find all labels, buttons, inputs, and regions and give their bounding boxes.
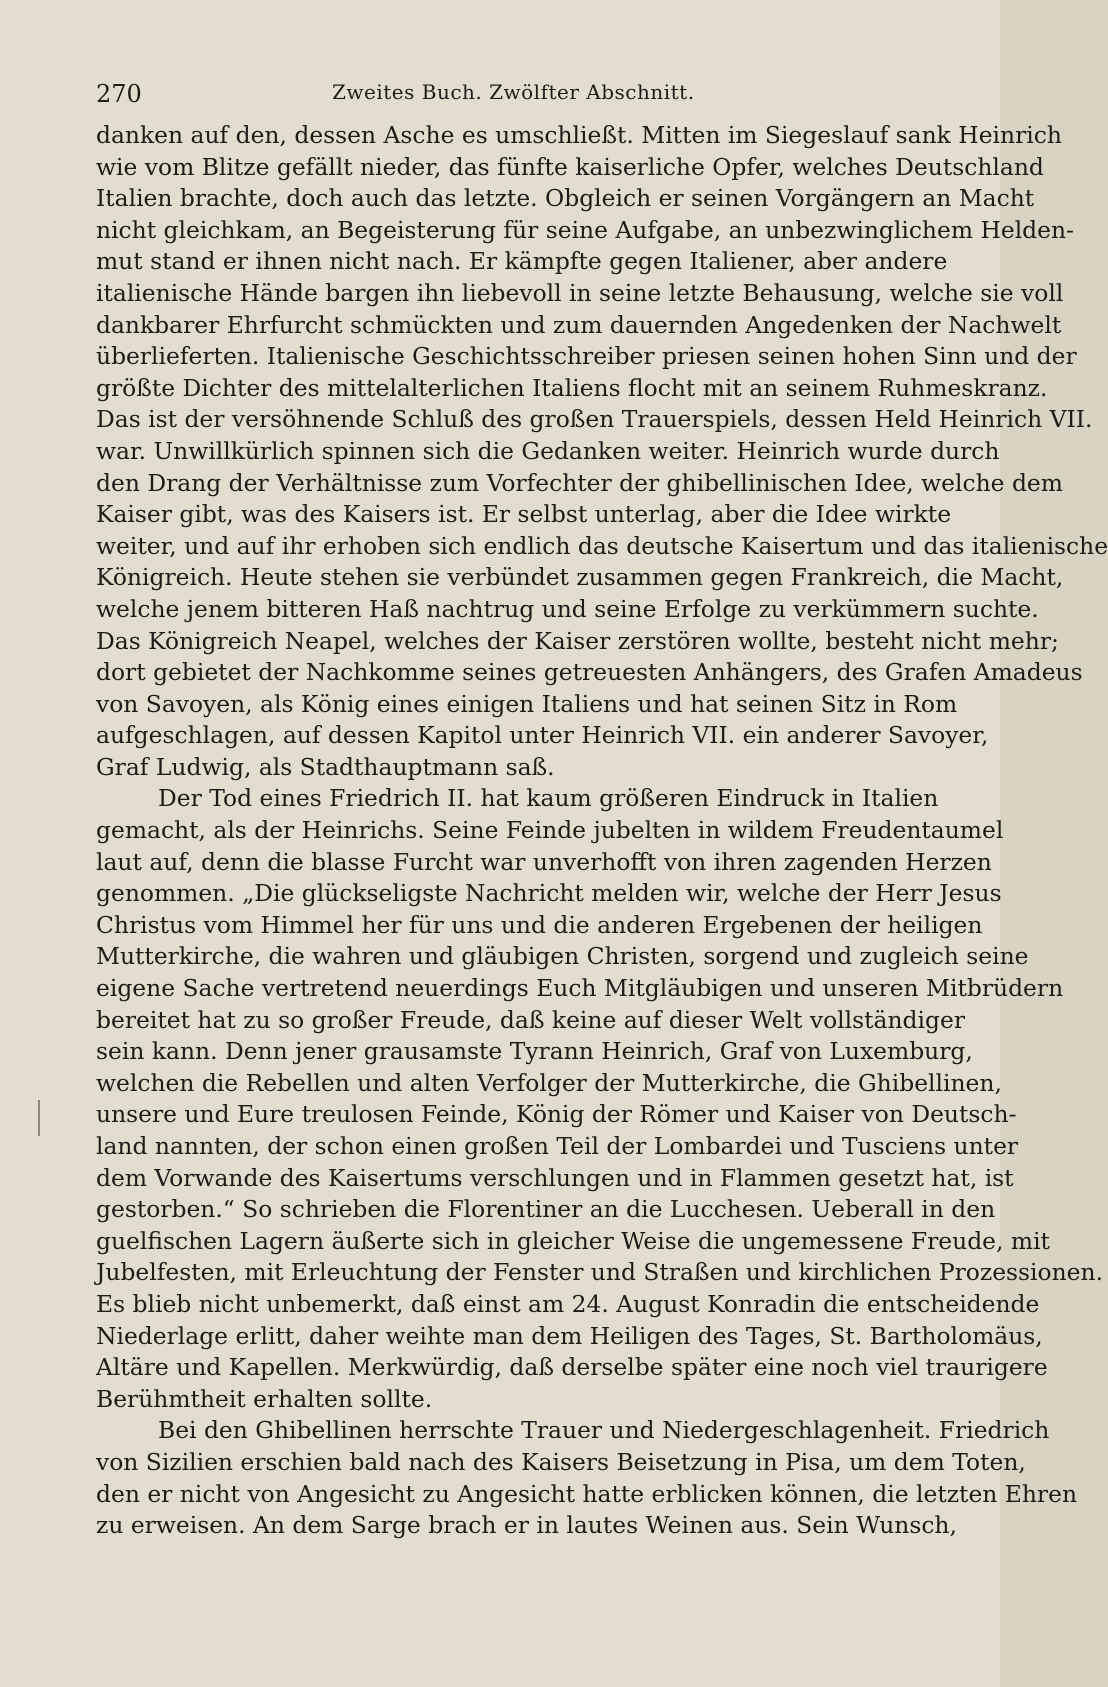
text-line: den Drang der Verhältnisse zum Vorfechter der ghibellinischen Idee, welche dem — [96, 468, 1063, 497]
text-line: dankbarer Ehrfurcht schmückten und zum dauernden Angedenken der Nachwelt — [96, 310, 1062, 339]
text-line: aufgeschlagen, auf dessen Kapitol unter Heinrich VII. ein anderer Savoyer, — [96, 721, 989, 750]
text-line: Das Königreich Neapel, welches der Kaiser zerstören wollte, besteht nicht mehr; — [96, 626, 1059, 655]
text-line: größte Dichter des mittelalterlichen Italiens flocht mit an seinem Ruhmeskranz. — [96, 373, 1048, 402]
body-text — [96, 120, 1108, 1542]
text-line: nicht gleichkam, an Begeisterung für seine Aufgabe, an unbezwinglichem Helden- — [96, 215, 1074, 244]
text-line: zu erweisen. An dem Sarge brach er in lautes Weinen aus. Sein Wunsch, — [96, 1511, 957, 1540]
text-line: Christus vom Himmel her für uns und die anderen Ergebenen der heiligen — [96, 910, 983, 939]
text-line: Königreich. Heute stehen sie verbündet zusammen gegen Frankreich, die Macht, — [96, 563, 1064, 592]
text-line: Bei den Ghibellinen herrschte Trauer und Niedergeschlagenheit. Friedrich — [158, 1416, 1050, 1445]
text-line: welche jenem bitteren Haß nachtrug und seine Erfolge zu verkümmern suchte. — [96, 594, 1039, 623]
text-line: Kaiser gibt, was des Kaisers ist. Er selbst unterlag, aber die Idee wirkte — [96, 500, 952, 529]
text-line: den er nicht von Angesicht zu Angesicht hatte erblicken können, die letzten Ehren — [96, 1479, 1078, 1508]
text-line: Berühmtheit erhalten sollte. — [96, 1384, 433, 1413]
paragraph-3 — [96, 1415, 1078, 1541]
text-line: Das ist der versöhnende Schluß des großen Trauerspiels, dessen Held Heinrich VII. — [96, 405, 1093, 434]
text-line: Altäre und Kapellen. Merkwürdig, daß derselbe später eine noch viel traurigere — [96, 1353, 1048, 1382]
paragraph-2 — [96, 783, 1104, 1415]
text-line: Es blieb nicht unbemerkt, daß einst am 24. August Konradin die entscheidende — [96, 1289, 1040, 1318]
text-line: eigene Sache vertretend neuerdings Euch Mitgläubigen und unseren Mitbrüdern — [96, 974, 1064, 1003]
text-line: welchen die Rebellen und alten Verfolger der Mutterkirche, die Ghibellinen, — [96, 1068, 1002, 1097]
text-line: laut auf, denn die blasse Furcht war unverhofft von ihren zagenden Herzen — [96, 847, 992, 876]
text-line: überlieferten. Italienische Geschichtsschreiber priesen seinen hohen Sinn und der — [96, 342, 1077, 371]
text-line: gemacht, als der Heinrichs. Seine Feinde jubelten in wildem Freudentaumel — [96, 816, 1004, 845]
running-title: Zweites Buch. Zwölfter Abschnitt. — [332, 80, 695, 104]
text-line: sein kann. Denn jener grausamste Tyrann Heinrich, Graf von Luxemburg, — [96, 1037, 973, 1066]
text-line: von Savoyen, als König eines einigen Italiens und hat seinen Sitz in Rom — [96, 689, 958, 718]
text-line: bereitet hat zu so großer Freude, daß keine auf dieser Welt vollständiger — [96, 1005, 966, 1034]
text-line: von Sizilien erschien bald nach des Kaisers Beisetzung in Pisa, um dem Toten, — [96, 1447, 1026, 1476]
paragraph-1 — [96, 120, 1108, 783]
text-line: weiter, und auf ihr erhoben sich endlich das deutsche Kaisertum und das italienische — [96, 531, 1108, 560]
text-line: Mutterkirche, die wahren und gläubigen Christen, sorgend und zugleich seine — [96, 942, 1029, 971]
text-line: guelfischen Lagern äußerte sich in gleicher Weise die ungemessene Freude, mit — [96, 1226, 1050, 1255]
text-line: war. Unwillkürlich spinnen sich die Gedanken weiter. Heinrich wurde durch — [96, 436, 1000, 465]
text-line: wie vom Blitze gefällt nieder, das fünfte kaiserliche Opfer, welches Deutschland — [96, 152, 1044, 181]
text-line: Niederlage erlitt, daher weihte man dem Heiligen des Tages, St. Bartholomäus, — [96, 1321, 1043, 1350]
text-line: dem Vorwande des Kaisertums verschlungen und in Flammen gesetzt hat, ist — [96, 1163, 1014, 1192]
text-line: Graf Ludwig, als Stadthauptmann saß. — [96, 752, 555, 781]
text-line: gestorben.“ So schrieben die Florentiner an die Lucchesen. Ueberall in den — [96, 1195, 996, 1224]
margin-pencil-mark — [38, 1100, 40, 1136]
text-line: unsere und Eure treulosen Feinde, König der Römer und Kaiser von Deutsch- — [96, 1100, 1017, 1129]
running-header — [96, 76, 932, 106]
text-line: danken auf den, dessen Asche es umschließt. Mitten im Siegeslauf sank Heinrich — [96, 121, 1062, 149]
text-line: mut stand er ihnen nicht nach. Er kämpfte gegen Italiener, aber andere — [96, 247, 948, 276]
text-line: Der Tod eines Friedrich II. hat kaum größeren Eindruck in Italien — [158, 784, 939, 813]
text-line: Jubelfesten, mit Erleuchtung der Fenster und Straßen und kirchlichen Prozessionen. — [96, 1258, 1104, 1287]
text-line: genommen. „Die glückseligste Nachricht melden wir, welche der Herr Jesus — [96, 879, 1002, 908]
text-line: land nannten, der schon einen großen Teil der Lombardei und Tusciens unter — [96, 1132, 1019, 1160]
text-line: dort gebietet der Nachkomme seines getreuesten Anhängers, des Grafen Amadeus — [96, 658, 1083, 687]
text-line: Italien brachte, doch auch das letzte. Obgleich er seinen Vorgängern an Macht — [96, 184, 1035, 213]
text-line: italienische Hände bargen ihn liebevoll in seine letzte Behausung, welche sie voll — [96, 278, 1064, 307]
page-number: 270 — [96, 80, 142, 108]
